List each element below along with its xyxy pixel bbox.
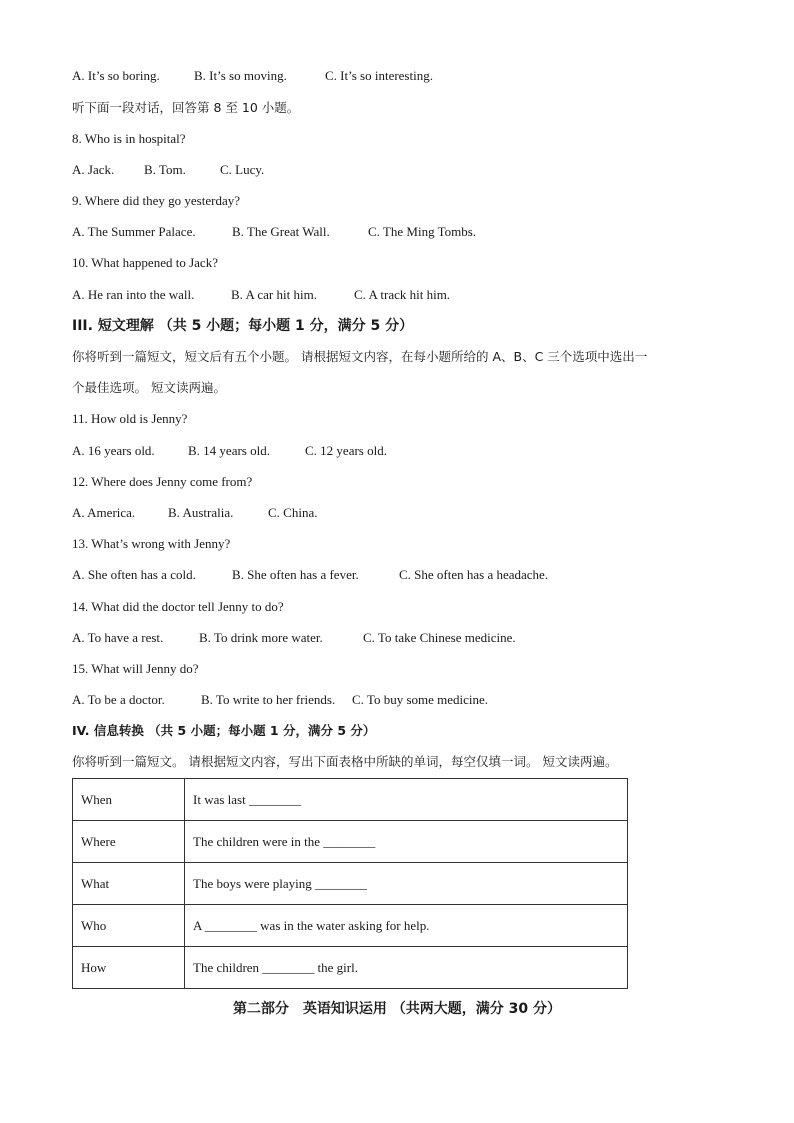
question-options xyxy=(72,505,317,521)
table-row xyxy=(73,779,628,821)
section-instruction: 你将听到一篇短文。 请根据短文内容，写出下面表格中所缺的单词，每空仅填一词。 短文读两遍。 xyxy=(72,754,618,769)
table-row xyxy=(73,947,628,989)
option: B. To drink more water. xyxy=(199,630,323,645)
table-value-cell: The boys were playing ________ xyxy=(185,863,628,905)
option: A. It’s so boring. xyxy=(72,68,160,83)
question-text: 12. Where does Jenny come from? xyxy=(72,474,253,489)
question-options xyxy=(72,443,387,459)
option: C. Lucy. xyxy=(220,162,265,177)
option: B. Tom. xyxy=(144,162,186,177)
table-value-cell: The children ________ the girl. xyxy=(185,947,628,989)
option: B. She often has a fever. xyxy=(232,567,359,582)
dialogue-instruction: 听下面一段对话，回答第 8 至 10 小题。 xyxy=(72,100,300,115)
question-text: 9. Where did they go yesterday? xyxy=(72,193,240,208)
question-options xyxy=(72,287,450,303)
question-options xyxy=(72,692,488,708)
option: C. She often has a headache. xyxy=(399,567,549,582)
option: B. To write to her friends. xyxy=(201,692,336,707)
question-text: 8. Who is in hospital? xyxy=(72,131,186,146)
section-heading: IV. 信息转换 （共 5 小题；每小题 1 分，满分 5 分） xyxy=(72,723,376,738)
question-text: 14. What did the doctor tell Jenny to do? xyxy=(72,599,284,614)
q7-options xyxy=(72,68,433,84)
option: B. It’s so moving. xyxy=(194,68,287,83)
table-key-cell: How xyxy=(73,947,185,989)
option: A. To have a rest. xyxy=(72,630,164,645)
option: B. The Great Wall. xyxy=(232,224,330,239)
section-instruction: 个最佳选项。 短文读两遍。 xyxy=(72,380,226,395)
question-text: 15. What will Jenny do? xyxy=(72,661,199,676)
question-text: 11. How old is Jenny? xyxy=(72,411,188,426)
question-options xyxy=(72,567,548,583)
option: A. 16 years old. xyxy=(72,443,155,458)
option: B. Australia. xyxy=(168,505,234,520)
option: C. It’s so interesting. xyxy=(325,68,433,83)
table-value-cell: The children were in the ________ xyxy=(185,821,628,863)
table-key-cell: Who xyxy=(73,905,185,947)
option: B. 14 years old. xyxy=(188,443,270,458)
option: A. Jack. xyxy=(72,162,115,177)
table-key-cell: What xyxy=(73,863,185,905)
option: A. He ran into the wall. xyxy=(72,287,195,302)
option: C. To buy some medicine. xyxy=(352,692,489,707)
option: A. To be a doctor. xyxy=(72,692,165,707)
question-text: 13. What’s wrong with Jenny? xyxy=(72,536,231,551)
table-row xyxy=(73,821,628,863)
question-options xyxy=(72,630,516,646)
table-value-cell: It was last ________ xyxy=(185,779,628,821)
option: A. The Summer Palace. xyxy=(72,224,196,239)
option: C. The Ming Tombs. xyxy=(368,224,477,239)
option: A. She often has a cold. xyxy=(72,567,196,582)
section-heading: III. 短文理解 （共 5 小题；每小题 1 分，满分 5 分） xyxy=(72,318,414,334)
option: B. A car hit him. xyxy=(231,287,317,302)
option: C. A track hit him. xyxy=(354,287,451,302)
question-options xyxy=(72,224,476,240)
table-row xyxy=(73,905,628,947)
option: A. America. xyxy=(72,505,136,520)
option: C. To take Chinese medicine. xyxy=(363,630,516,645)
part-two-title: 第二部分 英语知识运用 （共两大题，满分 30 分） xyxy=(232,1001,562,1017)
section-instruction: 你将听到一篇短文，短文后有五个小题。 请根据短文内容，在每小题所给的 A、B、C 三个选项中选出一 xyxy=(72,349,648,364)
table-key-cell: Where xyxy=(73,821,185,863)
table-key-cell: When xyxy=(73,779,185,821)
option: C. China. xyxy=(268,505,318,520)
question-text: 10. What happened to Jack? xyxy=(72,255,218,270)
table-value-cell: A ________ was in the water asking for help. xyxy=(185,905,628,947)
question-options xyxy=(72,162,264,178)
table-row xyxy=(73,863,628,905)
option: C. 12 years old. xyxy=(305,443,387,458)
info-table xyxy=(72,778,628,989)
